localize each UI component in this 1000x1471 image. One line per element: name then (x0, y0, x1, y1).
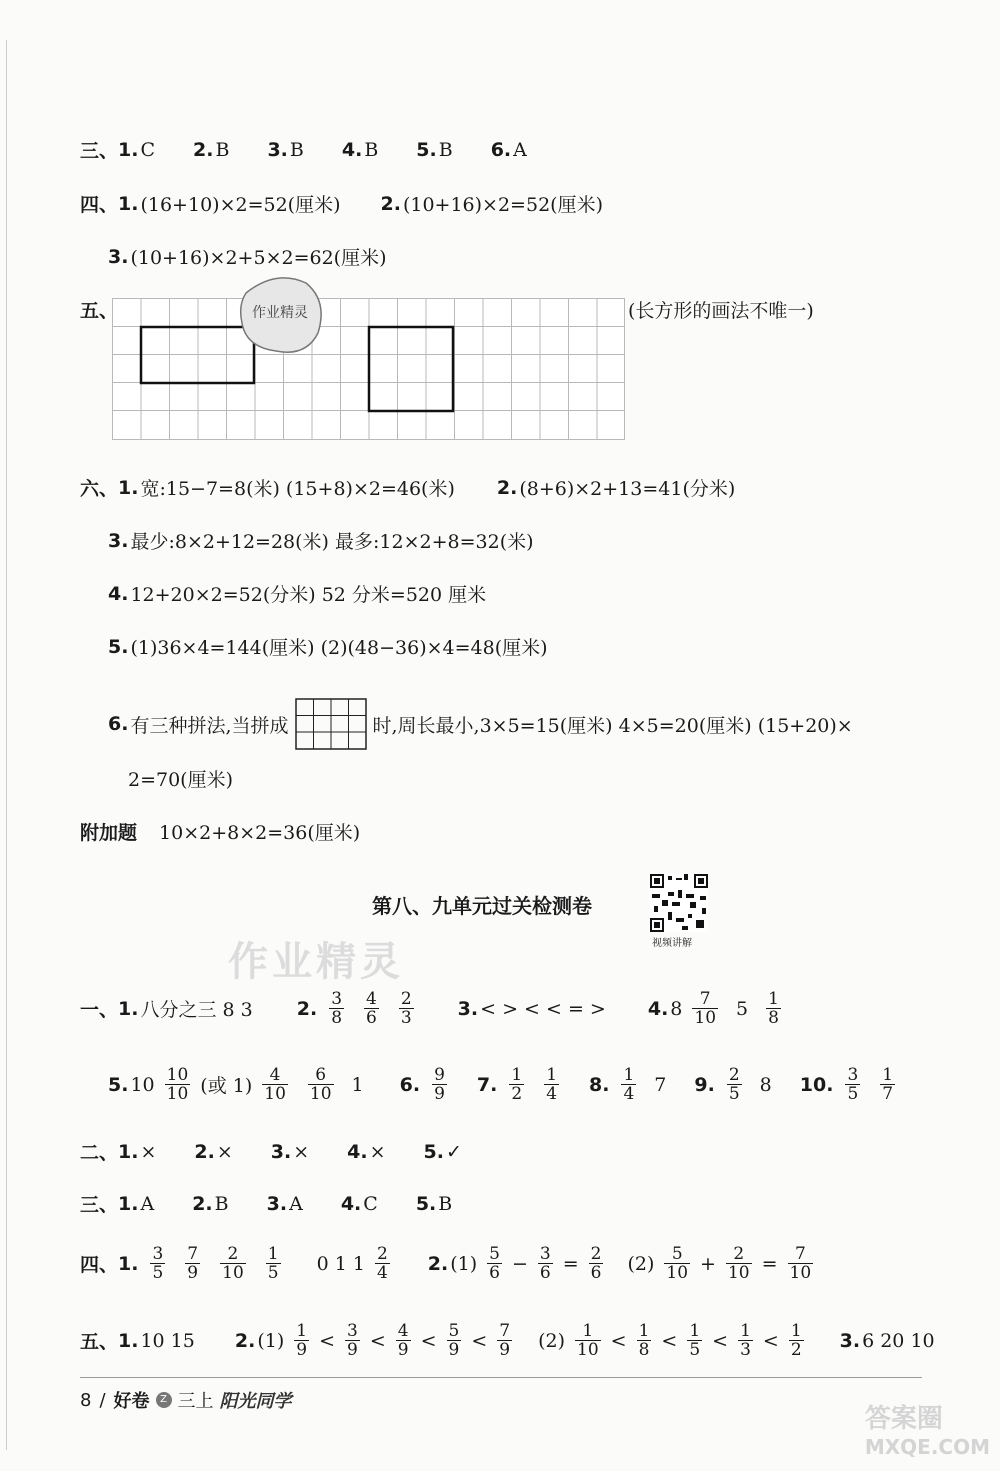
s6-q1: 宽:15−7=8(米) (15+8)×2=46(米) (140, 478, 455, 500)
s4-q3: (10+16)×2+5×2=62(厘米) (130, 247, 387, 269)
b2-row (80, 1138, 500, 1165)
s6-q2: (8+6)×2+13=41(分米) (519, 478, 736, 500)
b1-q4a: 8 (670, 997, 683, 1020)
b1-label: 一、 (80, 999, 119, 1021)
s6-q5: (1)36×4=144(厘米) (2)(48−36)×4=48(厘米) (130, 637, 548, 659)
extra-label: 附加题 (80, 822, 138, 844)
drawing-grid (112, 298, 625, 440)
b2-item: 4. × (347, 1140, 386, 1163)
tiling-diagram (295, 698, 367, 750)
b4-row: 四、 1. $\frac{3}{5}$ $\frac{7}{9}$ $\frac{2}{10}$ $\frac{1}{5}$ 0 1 1 $\frac{2}{4}$ 2. (1) $\frac{5}{6}$ − $\frac{3}{6}$ = $\frac{2}{6}$ (2) $\frac{5}{10}$ + $\frac{2}{10}$ = $\frac{7}{10}$ (80, 1244, 812, 1283)
s6-row-5: 5. (1)36×4=144(厘米) (2)(48−36)×4=48(厘米) (108, 633, 548, 660)
s3-item: 1. C (118, 138, 156, 161)
b2-item: 3. × (270, 1140, 310, 1163)
s3-item: 6. A (490, 138, 527, 161)
extra-text: 10×2+8×2=36(厘米) (159, 822, 361, 844)
b1-q3: < > < < = > (480, 997, 606, 1020)
b5-q1: 10 15 (140, 1329, 195, 1352)
page-number: 8 (80, 1389, 92, 1411)
s6-q6b: 时,周长最小,3×5=15(厘米) 4×5=20(厘米) (15+20)× (372, 714, 853, 737)
b3-item: 1. A (118, 1192, 155, 1215)
brand-logo: 阳光同学 (219, 1391, 292, 1412)
footer-rule (80, 1377, 922, 1378)
s6-row-6-cont (128, 765, 233, 792)
footer (80, 1387, 292, 1413)
b1-row-1: 一、 1. 八分之三 8 3 2. $\frac{3}{8}$ $\frac{4}{6}$ $\frac{2}{3}$ 3. < > < < = > 4. 8 $\frac{7}{10}$ 5 $\frac{1}{8}$ (80, 989, 779, 1028)
b5-label: 五、 (80, 1331, 119, 1353)
s6-row-4: 4. 12+20×2=52(分米) 52 分米=520 厘米 (108, 580, 486, 607)
b3-row (80, 1190, 490, 1217)
s6-row-1: 六、 1. 宽:15−7=8(米) (15+8)×2=46(米) 2. (8+6)×2+13=41(分米) (80, 474, 735, 501)
s3-row (80, 136, 565, 163)
unit-title: 第八、九单元过关检测卷 (372, 894, 592, 918)
s5-label: 五、 (80, 300, 119, 322)
b2-label: 二、 (80, 1142, 119, 1164)
s4-q1: (16+10)×2=52(厘米) (140, 194, 341, 216)
s3-item: 3. B (267, 138, 304, 161)
footer-sep: / (99, 1389, 106, 1411)
s6-row-6: 6. 有三种拼法,当拼成 时,周长最小,3×5=15(厘米) 4×5=20(厘米) (15+20)× (108, 698, 853, 750)
s3-item: 4. B (341, 138, 379, 161)
b3-item: 5. B (415, 1192, 453, 1215)
b1-row-2: 5. 10 $\frac{10}{10}$ (或 1) $\frac{4}{10}$ $\frac{6}{10}$ 1 6. $\frac{9}{9}$ 7. $\frac{1}{2}$ $\frac{1}{4}$ 8. $\frac{1}{4}$ 7 9. $\frac{2}{5}$ 8 10. $\frac{3}{5}$ $\frac{1}{7}$ (108, 1065, 894, 1104)
s6-q4: 12+20×2=52(分米) 52 分米=520 厘米 (130, 584, 487, 606)
s3-item: 2. B (193, 138, 230, 161)
b3-item: 4. C (340, 1192, 378, 1215)
b2-item: 1. × (118, 1140, 157, 1163)
edition-badge-icon: Z (156, 1392, 172, 1408)
faded-stamp-text: 作业精灵 (228, 939, 404, 985)
b3-item: 2. B (192, 1192, 229, 1215)
b3-item: 3. A (266, 1192, 303, 1215)
b5-row: 五、 1. 10 15 2. (1) $\frac{1}{9}$ < $\frac{3}{9}$ < $\frac{4}{9}$ < $\frac{5}{9}$ < $\frac{7}{9}$ (2) $\frac{1}{10}$ < $\frac{1}{8}$ < $\frac{1}{5}$ < $\frac{1}{3}$ < $\frac{1}{2}$ 3. 6 20 10 (80, 1321, 935, 1360)
b5-q3: 6 20 10 (862, 1329, 935, 1352)
grade-label: 三上 (177, 1391, 214, 1412)
s6-q3: 最少:8×2+12=28(米) 最多:12×2+8=32(米) (130, 531, 534, 553)
s4-label: 四、 (80, 194, 119, 216)
s4-row-1: 四、 1. (16+10)×2=52(厘米) 2. (10+16)×2=52(厘米) (80, 190, 603, 217)
svg-text:作业精灵: 作业精灵 (252, 305, 308, 321)
s6-q6c: 2=70(厘米) (128, 769, 234, 791)
stamp-seal (236, 273, 324, 357)
b2-item: 2. × (194, 1140, 233, 1163)
s4-row-2: 3. (10+16)×2+5×2=62(厘米) (108, 243, 387, 270)
b1-q1: 八分之三 8 3 (140, 999, 253, 1021)
s6-q6a: 有三种拼法,当拼成 (130, 714, 289, 737)
extra-row (80, 818, 360, 845)
qr-code-icon[interactable] (650, 874, 708, 932)
s3-label: 三、 (80, 140, 119, 162)
left-margin-rule (6, 40, 7, 1450)
qr-caption: 视频讲解 (652, 938, 692, 949)
s3-item: 5. B (416, 138, 453, 161)
s4-q2: (10+16)×2=52(厘米) (402, 194, 603, 216)
s6-row-3: 3. 最少:8×2+12=28(米) 最多:12×2+8=32(米) (108, 527, 534, 554)
book-name: 好卷 (113, 1391, 150, 1412)
s6-label: 六、 (80, 478, 119, 500)
s5-note-row (628, 296, 814, 323)
b4-ones: 0 1 1 (316, 1252, 365, 1275)
b3-label: 三、 (80, 1194, 119, 1216)
s5-note: (长方形的画法不唯一) (628, 300, 814, 322)
b2-item: 5. ✓ (423, 1140, 462, 1163)
b4-label: 四、 (80, 1254, 119, 1276)
square-b (369, 327, 453, 411)
watermark: 答案圈 MXQE.COM (864, 1404, 990, 1459)
